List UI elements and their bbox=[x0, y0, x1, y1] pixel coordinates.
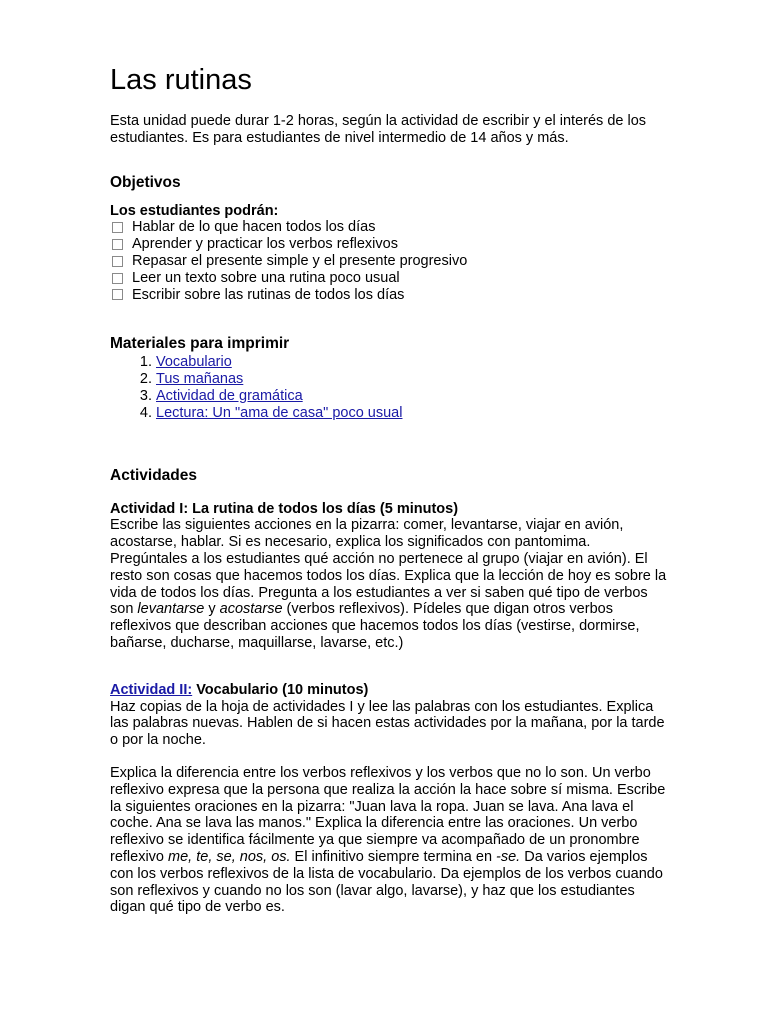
list-item bbox=[110, 253, 670, 270]
objective-text: Hablar de lo que hacen todos los días bbox=[132, 219, 376, 236]
lectura-link[interactable]: Lectura: Un "ama de casa" poco usual bbox=[156, 404, 403, 421]
list-item bbox=[110, 219, 670, 236]
objective-text: Escribir sobre las rutinas de todos los días bbox=[132, 286, 405, 303]
act1-text-after: (verbos reflexivos). Pídeles que digan otros verbos reflexivos que describan acciones que hacemos todos los días (vestirse, dormirse, bañarse, ducharse, maquillarse, lavarse, etc.) bbox=[110, 601, 640, 651]
objective-text: Repasar el presente simple y el presente progresivo bbox=[132, 252, 468, 269]
vocabulario-link[interactable]: Vocabulario bbox=[156, 354, 232, 371]
objetivos-subheading: Los estudiantes podrán: bbox=[110, 202, 279, 219]
checkbox-bullet-icon bbox=[112, 256, 123, 267]
objectives-list bbox=[110, 219, 670, 303]
actividad-2-paragraph-2 bbox=[110, 765, 670, 916]
act2-text-c: Da varios ejemplos con los verbos reflexivos de la lista de vocabulario. Da ejemplos de los verbos cuando son reflexivos y cuando no los son (lavar algo, lavarse), y haz que los estudiantes digan qué tipo de verbo es. bbox=[110, 848, 663, 916]
list-item bbox=[110, 270, 670, 287]
page-title: Las rutinas bbox=[110, 64, 252, 96]
objective-text: Aprender y practicar los verbos reflexivos bbox=[132, 236, 398, 253]
act2-italic-pronouns: me, te, se, nos, os. bbox=[168, 848, 291, 865]
act1-text: Escribe las siguientes acciones en la pizarra: comer, levantarse, viajar en avión, acostarse, hablar. Si es necesario, explica los significados con pantomima. Pregúntales a los estudiantes qué acción no pertenece al grupo (viajar en avión). El resto son cosas que hacemos todos los días. Explica que la lección de hoy es sobre la vida de todos los días. Pregunta a los estudiantes a ver si saben qué tipo de verbos son bbox=[110, 517, 667, 618]
act1-italic-acostarse: acostarse bbox=[219, 601, 283, 618]
list-item bbox=[156, 354, 670, 371]
actividad-2-link[interactable]: Actividad II: bbox=[110, 681, 193, 698]
checkbox-bullet-icon bbox=[112, 273, 123, 284]
document-page bbox=[110, 60, 670, 916]
checkbox-bullet-icon bbox=[112, 239, 123, 250]
list-item bbox=[156, 388, 670, 405]
materials-list bbox=[110, 354, 670, 421]
tus-mananas-link[interactable]: Tus mañanas bbox=[156, 371, 244, 388]
act1-connector: y bbox=[204, 601, 220, 618]
actividad-gramatica-link[interactable]: Actividad de gramática bbox=[156, 387, 303, 404]
actividad-2-title-row bbox=[110, 682, 670, 699]
actividad-1-title: Actividad I: La rutina de todos los días (5 minutos) bbox=[110, 500, 459, 517]
list-item bbox=[156, 405, 670, 422]
intro-paragraph: Esta unidad puede durar 1-2 horas, según la actividad de escribir y el interés de los estudiantes. Es para estudiantes de nivel intermedio de 14 años y más. bbox=[110, 113, 647, 146]
list-item bbox=[110, 287, 670, 304]
act2-italic-se: -se. bbox=[496, 848, 521, 865]
checkbox-bullet-icon bbox=[112, 222, 123, 233]
materiales-heading: Materiales para imprimir bbox=[110, 335, 290, 353]
list-item bbox=[156, 371, 670, 388]
act2-text-b: El infinitivo siempre termina en bbox=[290, 848, 497, 865]
act1-italic-levantarse: levantarse bbox=[137, 601, 205, 618]
list-item bbox=[110, 236, 670, 253]
actividad-2-title: Vocabulario (10 minutos) bbox=[192, 681, 369, 698]
actividad-2-paragraph-1: Haz copias de la hoja de actividades I y lee las palabras con los estudiantes. Explica las palabras nuevas. Hablen de si hacen estas actividades por la mañana, por la tarde o por la noche. bbox=[110, 698, 665, 749]
objetivos-heading: Objetivos bbox=[110, 173, 181, 191]
checkbox-bullet-icon bbox=[112, 289, 123, 300]
actividad-1-paragraph bbox=[110, 517, 670, 651]
actividades-heading: Actividades bbox=[110, 466, 198, 484]
objective-text: Leer un texto sobre una rutina poco usual bbox=[132, 269, 400, 286]
act2-text-a: Explica la diferencia entre los verbos reflexivos y los verbos que no lo son. Un verbo reflexivo expresa que la persona que realiza la acción la hace sobre sí misma. Escribe la siguientes oraciones en la pizarra: "Juan lava la ropa. Juan se lava. Ana lava el coche. Ana se lava las manos." Explica la diferencia entre las oraciones. Un verbo reflexivo se identifica fácilmente ya que siempre va acompañado de un pronombre reflexivo bbox=[110, 764, 666, 865]
